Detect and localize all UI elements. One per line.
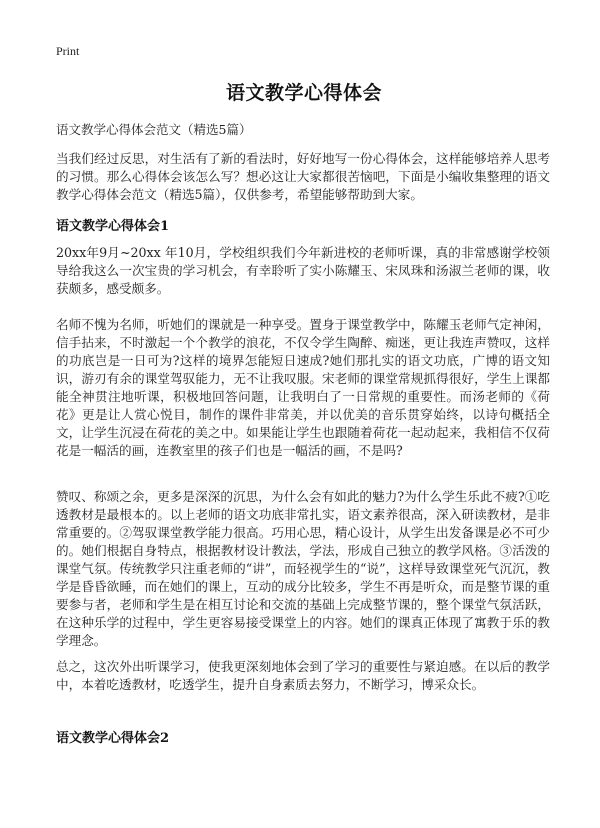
section-1-paragraph-4: 总之，这次外出听课学习，使我更深刻地体会到了学习的重要性与紧迫感。在以后的教学中，本着吃透教材，吃透学生，提升自身素质去努力，不断学习，博采众长。: [56, 659, 550, 692]
section-1-paragraph-1: 20xx年9月~20xx 年10月，学校组织我们今年新进校的老师听课，真的非常感谢学校领导给我这么一次宝贵的学习机会，有幸聆听了实小陈耀玉、宋凤珠和汤淑兰老师的课，收获颇多，感受颇多。: [56, 245, 550, 296]
print-link[interactable]: Print: [56, 44, 80, 58]
document-subtitle: 语文教学心得体会范文（精选5篇）: [56, 122, 252, 137]
page-title: 语文教学心得体会: [225, 82, 382, 104]
section-1-paragraph-2: 名师不愧为名师，听她们的课就是一种享受。置身于课堂教学中，陈耀玉老师气定神闲，信手拈来，不时激起一个个教学的浪花，不仅令学生陶醉、痴迷，更让我连声赞叹，这样的功底岂是一日可为?这样的境界怎能短日速成?她们那扎实的语文功底，广博的语文知识，游刃有余的课堂驾驭能力，无不让我叹服。宋老师的课堂常规抓得很好，学生上课都能全神贯注地听课，积极地回答问题，让我明白了一日常规的重要性。而汤老师的《荷花》更是让人赏心悦目，制作的课件非常美，并以优美的音乐贯穿始终，以诗句概括全文，让学生沉浸在荷花的美之中。如果能让学生也跟随着荷花一起动起来，我相信不仅荷花是一幅活的画，连教室里的孩子们也是一幅活的画，不是吗?: [56, 317, 550, 458]
intro-paragraph: 当我们经过反思，对生活有了新的看法时，好好地写一份心得体会，这样能够培养人思考的习惯。那么心得体会该怎么写？想必这让大家都很苦恼吧，下面是小编收集整理的语文教学心得体会范文（精选5篇），仅供参考，希望能够帮助到大家。: [56, 151, 550, 202]
section-heading-1: 语文教学心得体会1: [56, 219, 170, 234]
section-heading-2: 语文教学心得体会2: [56, 731, 170, 746]
section-1-paragraph-3: 赞叹、称颂之余，更多是深深的沉思，为什么会有如此的魅力?为什么学生乐此不疲?①吃透教材是最根本的。以上老师的语文功底非常扎实，语文素养很高，深入研读教材，是非常重要的。②驾驭课堂教学能力很高。巧用心思，精心设计，从学生出发备课是必不可少的。她们根据自身特点，根据教材设计教法，学法，形成自己独立的教学风格。③活泼的课堂气氛。传统教学只注重老师的“讲”，而轻视学生的“说”，这样导致课堂死气沉沉，教学是昏昏欲睡，而在她们的课上，互动的成分比较多，学生不再是听众，而是整节课的重要参与者，老师和学生是在相互讨论和交流的基础上完成整节课的，整个课堂气氛活跃，在这种乐学的过程中，学生更容易接受课堂上的内容。她们的课真正体现了寓教于乐的教学理念。: [56, 489, 550, 648]
